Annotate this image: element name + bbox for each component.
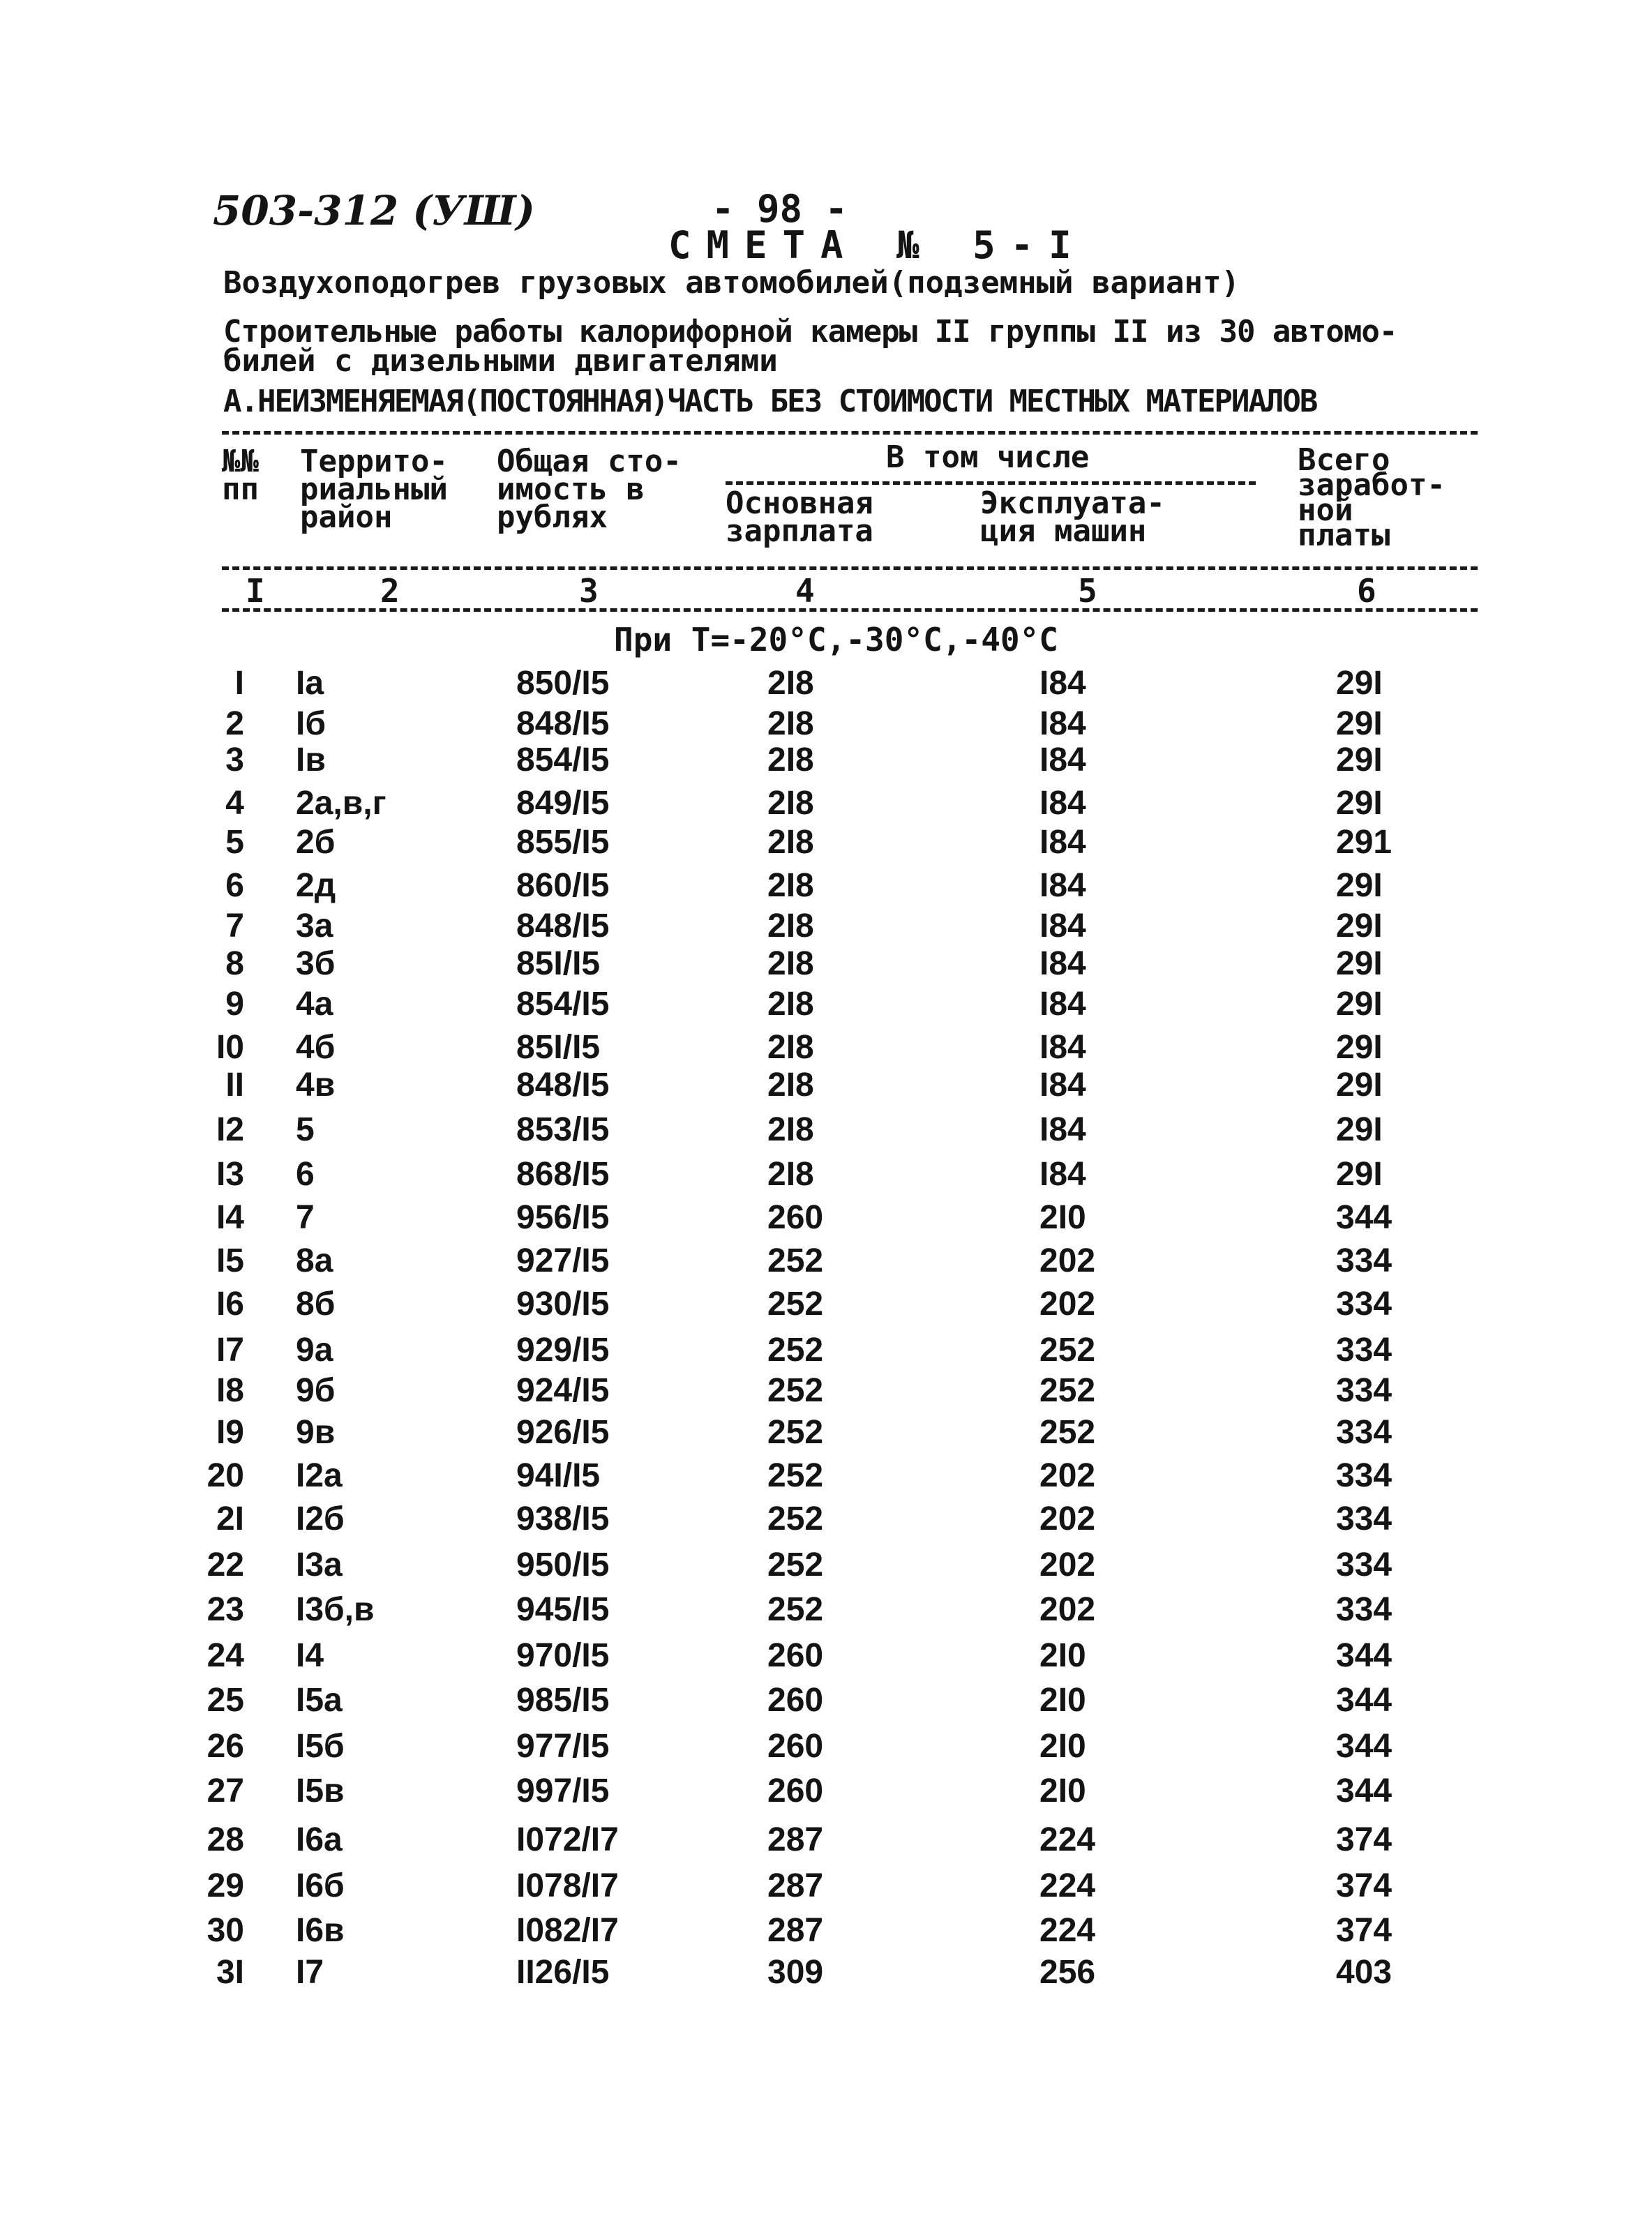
machine-operation-cell: 252 — [1039, 1332, 1096, 1369]
machine-operation-cell: I84 — [1039, 1156, 1086, 1193]
territorial-district-cell: Iв — [296, 742, 326, 778]
header-col-2: Террито- риальный район — [300, 444, 448, 535]
row-number-cell: I9 — [216, 1414, 244, 1451]
total-wages-cell: 334 — [1336, 1500, 1392, 1537]
table-top-rule — [222, 431, 1478, 435]
base-salary-cell: 2I8 — [767, 1156, 814, 1193]
row-number-cell: 28 — [206, 1821, 244, 1858]
total-cost-cell: 85I/I5 — [516, 945, 601, 982]
machine-operation-cell: 252 — [1039, 1372, 1096, 1409]
territorial-district-cell: 6 — [296, 1156, 315, 1193]
total-wages-cell: 29I — [1336, 705, 1383, 742]
table-row — [0, 1066, 1652, 1111]
territorial-district-cell: I6а — [296, 1821, 343, 1858]
machine-operation-cell: 224 — [1039, 1821, 1096, 1858]
total-cost-cell: 929/I5 — [516, 1332, 610, 1369]
base-salary-cell: 2I8 — [767, 1111, 814, 1148]
base-salary-cell: 260 — [767, 1728, 824, 1765]
total-cost-cell: 938/I5 — [516, 1500, 610, 1537]
row-number-cell: 30 — [206, 1912, 244, 1949]
base-salary-cell: 260 — [767, 1682, 824, 1719]
total-wages-cell: 29I — [1336, 742, 1383, 778]
table-row — [0, 1457, 1652, 1501]
total-wages-cell: 403 — [1336, 1954, 1392, 1991]
total-cost-cell: 924/I5 — [516, 1372, 610, 1409]
territorial-district-cell: 3а — [296, 908, 333, 944]
table-row — [0, 664, 1652, 709]
total-cost-cell: 848/I5 — [516, 908, 610, 944]
row-number-cell: 6 — [225, 867, 244, 904]
document-subtitle: Воздухоподогрев грузовых автомобилей(подземный вариант) — [223, 265, 1240, 301]
machine-operation-cell: I84 — [1039, 742, 1086, 778]
machine-operation-cell: 202 — [1039, 1546, 1096, 1583]
total-wages-cell: 374 — [1336, 1867, 1392, 1904]
table-row — [0, 1331, 1652, 1376]
total-cost-cell: 854/I5 — [516, 742, 610, 778]
row-number-cell: I5 — [216, 1242, 244, 1279]
base-salary-cell: 2I8 — [767, 908, 814, 944]
territorial-district-cell: 2а,в,г — [296, 785, 386, 822]
base-salary-cell: 2I8 — [767, 867, 814, 904]
territorial-district-cell: 7 — [296, 1199, 315, 1236]
total-cost-cell: 853/I5 — [516, 1111, 610, 1148]
total-cost-cell: 945/I5 — [516, 1591, 610, 1628]
machine-operation-cell: 224 — [1039, 1912, 1096, 1949]
total-cost-cell: 848/I5 — [516, 1067, 610, 1104]
total-cost-cell: 970/I5 — [516, 1637, 610, 1674]
total-wages-cell: 334 — [1336, 1546, 1392, 1583]
total-wages-cell: 334 — [1336, 1332, 1392, 1369]
page-number: - 98 - — [712, 187, 848, 231]
table-row — [0, 823, 1652, 868]
total-wages-cell: 29I — [1336, 1111, 1383, 1148]
territorial-district-cell: I7 — [296, 1954, 324, 1991]
column-number-2: 2 — [380, 572, 400, 610]
machine-operation-cell: 2I0 — [1039, 1772, 1086, 1809]
base-salary-cell: 252 — [767, 1414, 824, 1451]
total-cost-cell: 927/I5 — [516, 1242, 610, 1279]
total-cost-cell: II26/I5 — [516, 1954, 610, 1991]
total-wages-cell: 29I — [1336, 1029, 1383, 1066]
machine-operation-cell: I84 — [1039, 945, 1086, 982]
table-row — [0, 1821, 1652, 1865]
total-wages-cell: 29I — [1336, 665, 1383, 702]
total-wages-cell: 344 — [1336, 1682, 1392, 1719]
total-cost-cell: I078/I7 — [516, 1867, 619, 1904]
machine-operation-cell: 2I0 — [1039, 1637, 1086, 1674]
machine-operation-cell: I84 — [1039, 908, 1086, 944]
total-cost-cell: 94I/I5 — [516, 1457, 601, 1494]
total-wages-cell: 334 — [1336, 1372, 1392, 1409]
machine-operation-cell: I84 — [1039, 1067, 1086, 1104]
territorial-district-cell: I6б — [296, 1867, 345, 1904]
territorial-district-cell: I6в — [296, 1912, 345, 1949]
territorial-district-cell: Iа — [296, 665, 324, 702]
territorial-district-cell: 8б — [296, 1286, 336, 1323]
table-row — [0, 1155, 1652, 1200]
territorial-district-cell: Iб — [296, 705, 326, 742]
machine-operation-cell: I84 — [1039, 1111, 1086, 1148]
table-row — [0, 1911, 1652, 1956]
total-cost-cell: 997/I5 — [516, 1772, 610, 1809]
table-row — [0, 866, 1652, 911]
territorial-district-cell: 2б — [296, 824, 336, 861]
territorial-district-cell: 9б — [296, 1372, 336, 1409]
base-salary-cell: 2I8 — [767, 785, 814, 822]
table-row — [0, 1727, 1652, 1772]
total-wages-cell: 291 — [1336, 824, 1392, 861]
base-salary-cell: 252 — [767, 1286, 824, 1323]
total-cost-cell: 956/I5 — [516, 1199, 610, 1236]
base-salary-cell: 252 — [767, 1546, 824, 1583]
machine-operation-cell: 202 — [1039, 1500, 1096, 1537]
row-number-cell: 24 — [206, 1637, 244, 1674]
row-number-cell: 3 — [225, 742, 244, 778]
total-wages-cell: 334 — [1336, 1242, 1392, 1279]
table-row — [0, 985, 1652, 1030]
base-salary-cell: 252 — [767, 1242, 824, 1279]
row-number-cell: 20 — [206, 1457, 244, 1494]
base-salary-cell: 2I8 — [767, 665, 814, 702]
header-col-4: Основная зарплата — [726, 486, 873, 549]
total-wages-cell: 29I — [1336, 785, 1383, 822]
territorial-district-cell: I2а — [296, 1457, 343, 1494]
territorial-district-cell: I5б — [296, 1728, 345, 1765]
row-number-cell: 27 — [206, 1772, 244, 1809]
total-wages-cell: 344 — [1336, 1772, 1392, 1809]
territorial-district-cell: 3б — [296, 945, 336, 982]
table-row — [0, 1590, 1652, 1635]
total-wages-cell: 374 — [1336, 1912, 1392, 1949]
row-number-cell: 2I — [216, 1500, 244, 1537]
table-row — [0, 1242, 1652, 1286]
total-wages-cell: 334 — [1336, 1414, 1392, 1451]
table-row — [0, 1546, 1652, 1590]
temperature-condition: При Т=-20°С,-30°С,-40°С — [614, 621, 1058, 658]
total-cost-cell: 860/I5 — [516, 867, 610, 904]
base-salary-cell: 252 — [767, 1372, 824, 1409]
total-cost-cell: 868/I5 — [516, 1156, 610, 1193]
table-row — [0, 1198, 1652, 1243]
row-number-cell: 9 — [225, 986, 244, 1023]
table-row — [0, 1772, 1652, 1816]
base-salary-cell: 260 — [767, 1637, 824, 1674]
column-number-4: 4 — [795, 572, 815, 610]
table-row — [0, 1285, 1652, 1330]
header-col-6: Всего заработ- ной платы — [1298, 442, 1446, 553]
territorial-district-cell: I2б — [296, 1500, 345, 1537]
total-wages-cell: 29I — [1336, 1067, 1383, 1104]
total-wages-cell: 29I — [1336, 945, 1383, 982]
machine-operation-cell: 252 — [1039, 1414, 1096, 1451]
base-salary-cell: 260 — [767, 1199, 824, 1236]
base-salary-cell: 252 — [767, 1591, 824, 1628]
total-wages-cell: 344 — [1336, 1637, 1392, 1674]
document-title: СМЕТА № 5-I — [668, 223, 1087, 267]
row-number-cell: 3I — [216, 1954, 244, 1991]
territorial-district-cell: 5 — [296, 1111, 315, 1148]
section-heading: А.НЕИЗМЕНЯЕМАЯ(ПОСТОЯННАЯ)ЧАСТЬ БЕЗ СТОИМОСТИ МЕСТНЫХ МАТЕРИАЛОВ — [223, 384, 1317, 419]
territorial-district-cell: 4б — [296, 1029, 336, 1066]
total-wages-cell: 29I — [1336, 1156, 1383, 1193]
column-number-1: I — [246, 572, 265, 610]
table-row — [0, 784, 1652, 829]
header-group-rule — [726, 481, 1256, 485]
header-col-5: Эксплуата- ция машин — [980, 486, 1165, 549]
table-row — [0, 1636, 1652, 1681]
table-row — [0, 1681, 1652, 1726]
row-number-cell: 7 — [225, 908, 244, 944]
base-salary-cell: 309 — [767, 1954, 824, 1991]
base-salary-cell: 252 — [767, 1457, 824, 1494]
base-salary-cell: 2I8 — [767, 945, 814, 982]
table-row — [0, 1953, 1652, 1998]
territorial-district-cell: I3б,в — [296, 1591, 375, 1628]
territorial-district-cell: 4а — [296, 986, 333, 1023]
header-col-1: №№ пп — [222, 444, 259, 507]
base-salary-cell: 2I8 — [767, 742, 814, 778]
total-cost-cell: 977/I5 — [516, 1728, 610, 1765]
total-wages-cell: 334 — [1336, 1286, 1392, 1323]
total-cost-cell: 854/I5 — [516, 986, 610, 1023]
document-description-line2: билей с дизельными двигателями — [223, 343, 778, 379]
machine-operation-cell: 202 — [1039, 1286, 1096, 1323]
machine-operation-cell: I84 — [1039, 785, 1086, 822]
total-wages-cell: 29I — [1336, 986, 1383, 1023]
table-row — [0, 1500, 1652, 1544]
column-number-3: 3 — [579, 572, 599, 610]
total-wages-cell: 374 — [1336, 1821, 1392, 1858]
total-cost-cell: 855/I5 — [516, 824, 610, 861]
machine-operation-cell: I84 — [1039, 665, 1086, 702]
row-number-cell: 2 — [225, 705, 244, 742]
column-number-6: 6 — [1357, 572, 1376, 610]
total-cost-cell: 930/I5 — [516, 1286, 610, 1323]
total-cost-cell: 85I/I5 — [516, 1029, 601, 1066]
machine-operation-cell: 202 — [1039, 1457, 1096, 1494]
row-number-cell: 26 — [206, 1728, 244, 1765]
total-wages-cell: 344 — [1336, 1728, 1392, 1765]
table-row — [0, 1371, 1652, 1416]
territorial-district-cell: 9в — [296, 1414, 336, 1451]
machine-operation-cell: I84 — [1039, 705, 1086, 742]
total-cost-cell: 849/I5 — [516, 785, 610, 822]
row-number-cell: 25 — [206, 1682, 244, 1719]
territorial-district-cell: 4в — [296, 1067, 336, 1104]
machine-operation-cell: I84 — [1039, 867, 1086, 904]
machine-operation-cell: I84 — [1039, 824, 1086, 861]
base-salary-cell: 287 — [767, 1912, 824, 1949]
row-number-cell: I6 — [216, 1286, 244, 1323]
total-wages-cell: 29I — [1336, 867, 1383, 904]
document-description-line1: Строительные работы калорифорной камеры II группы II из 30 автомо- — [223, 314, 1397, 349]
total-cost-cell: I082/I7 — [516, 1912, 619, 1949]
territorial-district-cell: I5а — [296, 1682, 343, 1719]
territorial-district-cell: 9а — [296, 1332, 333, 1369]
row-number-cell: 29 — [206, 1867, 244, 1904]
row-number-cell: I3 — [216, 1156, 244, 1193]
machine-operation-cell: 2I0 — [1039, 1199, 1086, 1236]
column-number-rule — [222, 608, 1478, 612]
territorial-district-cell: 2д — [296, 867, 336, 904]
base-salary-cell: 2I8 — [767, 824, 814, 861]
machine-operation-cell: 224 — [1039, 1867, 1096, 1904]
total-wages-cell: 344 — [1336, 1199, 1392, 1236]
total-cost-cell: 926/I5 — [516, 1414, 610, 1451]
territorial-district-cell: I3а — [296, 1546, 343, 1583]
base-salary-cell: 260 — [767, 1772, 824, 1809]
table-row — [0, 1111, 1652, 1155]
document-code: 503-312 (УШ) — [213, 187, 535, 234]
row-number-cell: II — [225, 1067, 244, 1104]
table-row — [0, 741, 1652, 785]
total-cost-cell: 848/I5 — [516, 705, 610, 742]
total-wages-cell: 29I — [1336, 908, 1383, 944]
base-salary-cell: 252 — [767, 1332, 824, 1369]
machine-operation-cell: 202 — [1039, 1242, 1096, 1279]
header-bottom-rule — [222, 566, 1478, 570]
row-number-cell: 5 — [225, 824, 244, 861]
total-wages-cell: 334 — [1336, 1591, 1392, 1628]
territorial-district-cell: 8а — [296, 1242, 333, 1279]
machine-operation-cell: 202 — [1039, 1591, 1096, 1628]
header-col-3: Общая сто- имость в рублях — [497, 444, 682, 535]
row-number-cell: I — [234, 665, 244, 702]
table-row — [0, 1413, 1652, 1458]
base-salary-cell: 2I8 — [767, 1067, 814, 1104]
total-cost-cell: 850/I5 — [516, 665, 610, 702]
row-number-cell: 22 — [206, 1546, 244, 1583]
total-cost-cell: 985/I5 — [516, 1682, 610, 1719]
total-cost-cell: I072/I7 — [516, 1821, 619, 1858]
row-number-cell: I7 — [216, 1332, 244, 1369]
table-row — [0, 1867, 1652, 1911]
row-number-cell: 23 — [206, 1591, 244, 1628]
column-number-5: 5 — [1078, 572, 1097, 610]
row-number-cell: I0 — [216, 1029, 244, 1066]
base-salary-cell: 2I8 — [767, 705, 814, 742]
machine-operation-cell: I84 — [1039, 1029, 1086, 1066]
base-salary-cell: 287 — [767, 1821, 824, 1858]
base-salary-cell: 2I8 — [767, 1029, 814, 1066]
base-salary-cell: 287 — [767, 1867, 824, 1904]
header-group-in-total: В том числе — [886, 439, 1090, 475]
table-row — [0, 944, 1652, 989]
row-number-cell: I2 — [216, 1111, 244, 1148]
territorial-district-cell: I5в — [296, 1772, 345, 1809]
machine-operation-cell: 2I0 — [1039, 1728, 1086, 1765]
territorial-district-cell: I4 — [296, 1637, 324, 1674]
total-cost-cell: 950/I5 — [516, 1546, 610, 1583]
machine-operation-cell: 256 — [1039, 1954, 1096, 1991]
row-number-cell: I4 — [216, 1199, 244, 1236]
row-number-cell: I8 — [216, 1372, 244, 1409]
row-number-cell: 8 — [225, 945, 244, 982]
machine-operation-cell: I84 — [1039, 986, 1086, 1023]
total-wages-cell: 334 — [1336, 1457, 1392, 1494]
base-salary-cell: 2I8 — [767, 986, 814, 1023]
base-salary-cell: 252 — [767, 1500, 824, 1537]
machine-operation-cell: 2I0 — [1039, 1682, 1086, 1719]
row-number-cell: 4 — [225, 785, 244, 822]
